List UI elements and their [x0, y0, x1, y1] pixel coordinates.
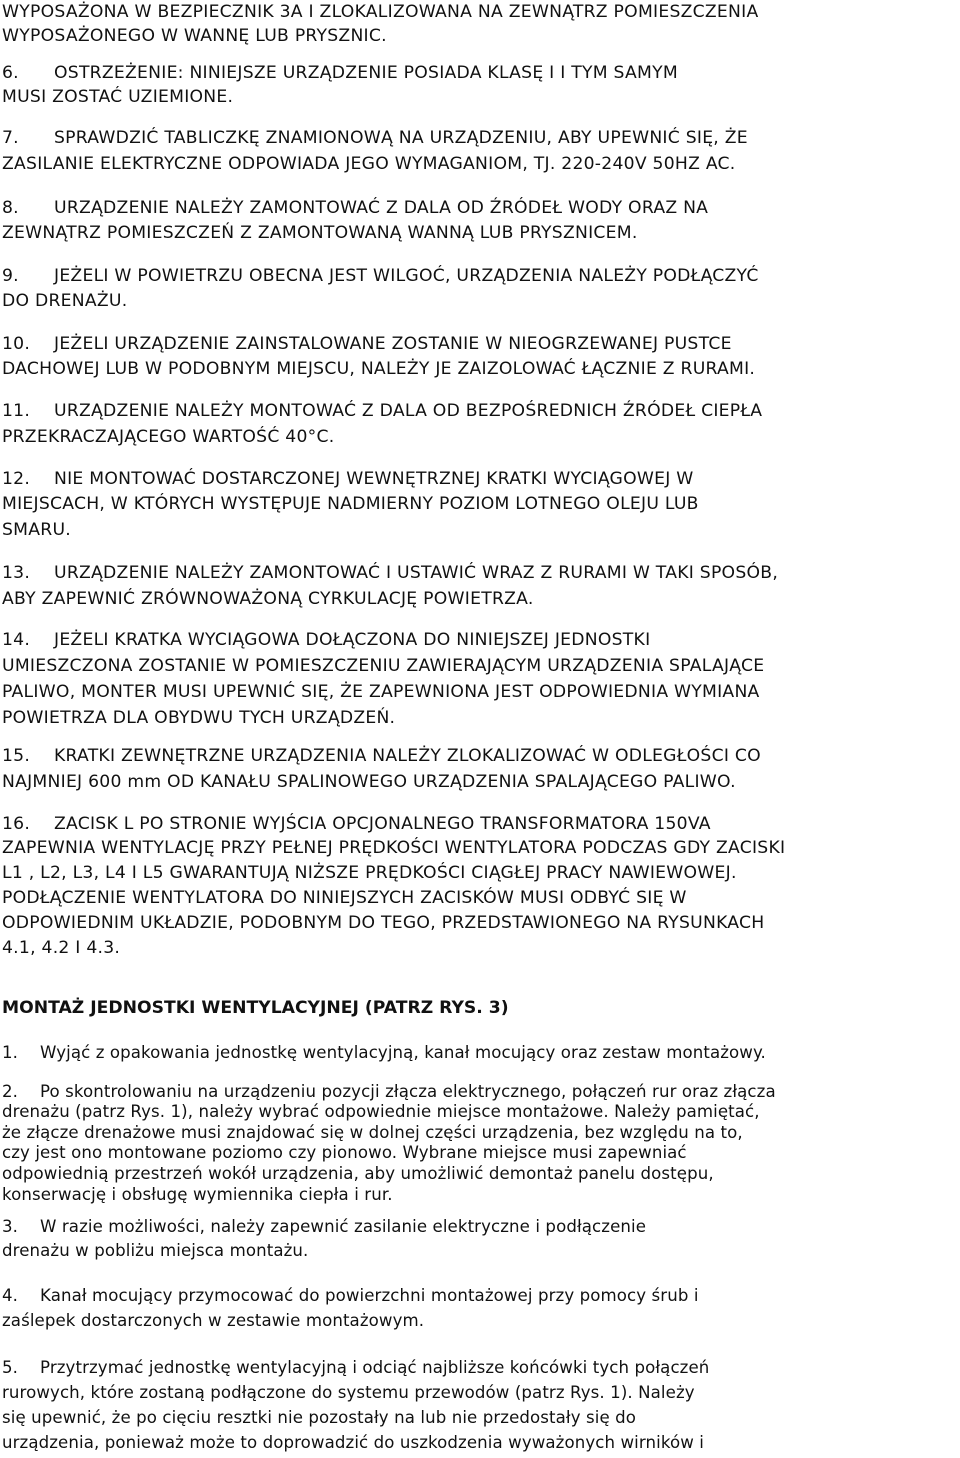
- item-text: PRZEKRACZAJĄCEGO WARTOŚĆ 40°C.: [2, 427, 335, 447]
- item-text: URZĄDZENIE NALEŻY MONTOWAĆ Z DALA OD BEZPOŚREDNICH ŹRÓDEŁ CIEPŁA: [54, 401, 763, 421]
- list-item-10: [2, 332, 732, 356]
- item-text: MUSI ZOSTAĆ UZIEMIONE.: [2, 87, 234, 107]
- item-number: 14.: [2, 630, 31, 650]
- list-item-5: [2, 1356, 709, 1380]
- item-text: NIE MONTOWAĆ DOSTARCZONEJ WEWNĘTRZNEJ KRATKI WYCIĄGOWEJ W: [54, 469, 694, 489]
- item-text: W razie możliwości, należy zapewnić zasilanie elektryczne i podłączenie: [40, 1217, 647, 1236]
- item-text: SMARU.: [2, 520, 71, 540]
- item-text: DO DRENAŻU.: [2, 291, 128, 311]
- section-heading: MONTAŻ JEDNOSTKI WENTYLACYJNEJ (PATRZ RYS. 3): [2, 998, 509, 1018]
- item-text: Wyjąć z opakowania jednostkę wentylacyjną, kanał mocujący oraz zestaw montażowy.: [40, 1043, 766, 1062]
- item-text: ODPOWIEDNIM UKŁADZIE, PODOBNYM DO TEGO, PRZEDSTAWIONEGO NA RYSUNKACH: [2, 913, 765, 933]
- item-number: 12.: [2, 469, 31, 489]
- item-text: konserwację i obsługę wymiennika ciepła i rur.: [2, 1185, 393, 1204]
- list-item-3: [2, 1215, 646, 1239]
- list-item-14: [2, 628, 650, 652]
- item-text: Po skontrolowaniu na urządzeniu pozycji złącza elektrycznego, połączeń rur oraz złącza: [40, 1082, 776, 1101]
- item-text: rurowych, które zostaną podłączone do systemu przewodów (patrz Rys. 1). Należy: [2, 1383, 695, 1402]
- item-text: MIEJSCACH, W KTÓRYCH WYSTĘPUJE NADMIERNY POZIOM LOTNEGO OLEJU LUB: [2, 494, 699, 514]
- item-number: 13.: [2, 563, 31, 583]
- item-number: 2.: [2, 1082, 19, 1101]
- item-text: ABY ZAPEWNIĆ ZRÓWNOWAŻONĄ CYRKULACJĘ POWIETRZA.: [2, 589, 534, 609]
- item-number: 9.: [2, 266, 19, 286]
- item-text: 4.1, 4.2 I 4.3.: [2, 938, 121, 958]
- item-text: Przytrzymać jednostkę wentylacyjną i odciąć najbliższe końcówki tych połączeń: [40, 1358, 710, 1377]
- list-item-16: [2, 812, 711, 836]
- item-text: JEŻELI W POWIETRZU OBECNA JEST WILGOĆ, URZĄDZENIA NALEŻY PODŁĄCZYĆ: [54, 266, 759, 286]
- item-text: NAJMNIEJ 600 mm OD KANAŁU SPALINOWEGO URZĄDZENIA SPALAJĄCEGO PALIWO.: [2, 772, 736, 792]
- list-item-1: [2, 1041, 766, 1065]
- item-number: 5.: [2, 1358, 19, 1377]
- item-number: 11.: [2, 401, 31, 421]
- item-text: OSTRZEŻENIE: NINIEJSZE URZĄDZENIE POSIADA KLASĘ I I TYM SAMYM: [54, 63, 678, 83]
- item-text: DACHOWEJ LUB W PODOBNYM MIEJSCU, NALEŻY JE ZAIZOLOWAĆ ŁĄCZNIE Z RURAMI.: [2, 359, 756, 379]
- item-text: SPRAWDZIĆ TABLICZKĘ ZNAMIONOWĄ NA URZĄDZENIU, ABY UPEWNIĆ SIĘ, ŻE: [54, 128, 748, 148]
- list-item-11: [2, 399, 762, 423]
- item-text: odpowiednią przestrzeń wokół urządzenia, aby umożliwić demontaż panelu dostępu,: [2, 1164, 714, 1183]
- list-item-12: [2, 467, 694, 491]
- item-number: 10.: [2, 334, 31, 354]
- item-number: 3.: [2, 1217, 19, 1236]
- intro-line: WYPOSAŻONA W BEZPIECZNIK 3A I ZLOKALIZOWANA NA ZEWNĄTRZ POMIESZCZENIA: [2, 2, 759, 22]
- item-text: ZEWNĄTRZ POMIESZCZEŃ Z ZAMONTOWANĄ WANNĄ LUB PRYSZNICEM.: [2, 223, 638, 243]
- item-number: 1.: [2, 1043, 19, 1062]
- intro-line: WYPOSAŻONEGO W WANNĘ LUB PRYSZNIC.: [2, 26, 387, 46]
- item-text: UMIESZCZONA ZOSTANIE W POMIESZCZENIU ZAWIERAJĄCYM URZĄDZENIA SPALAJĄCE: [2, 656, 765, 676]
- item-text: się upewnić, że po cięciu resztki nie pozostały na lub nie przedostały się do: [2, 1408, 637, 1427]
- item-text: że złącze drenażowe musi znajdować się w dolnej części urządzenia, bez względu na to,: [2, 1123, 743, 1142]
- list-item-13: [2, 561, 778, 585]
- item-text: ZACISK L PO STRONIE WYJŚCIA OPCJONALNEGO TRANSFORMATORA 150VA: [54, 814, 711, 834]
- item-text: KRATKI ZEWNĘTRZNE URZĄDZENIA NALEŻY ZLOKALIZOWAĆ W ODLEGŁOŚCI CO: [54, 746, 761, 766]
- item-number: 15.: [2, 746, 31, 766]
- item-text: Kanał mocujący przymocować do powierzchni montażowej przy pomocy śrub i: [40, 1286, 699, 1305]
- item-text: drenażu w pobliżu miejsca montażu.: [2, 1241, 309, 1260]
- item-text: zaślepek dostarczonych w zestawie montażowym.: [2, 1311, 425, 1330]
- item-number: 6.: [2, 63, 19, 83]
- item-text: JEŻELI KRATKA WYCIĄGOWA DOŁĄCZONA DO NINIEJSZEJ JEDNOSTKI: [54, 630, 651, 650]
- list-item-7: [2, 126, 748, 150]
- item-text: czy jest ono montowane poziomo czy pionowo. Wybrane miejsce musi zapewniać: [2, 1143, 687, 1162]
- list-item-4: [2, 1284, 699, 1308]
- list-item-15: [2, 744, 761, 768]
- list-item-8: [2, 196, 708, 220]
- item-text: POWIETRZA DLA OBYDWU TYCH URZĄDZEŃ.: [2, 708, 396, 728]
- item-text: PALIWO, MONTER MUSI UPEWNIĆ SIĘ, ŻE ZAPEWNIONA JEST ODPOWIEDNIA WYMIANA: [2, 682, 760, 702]
- item-text: JEŻELI URZĄDZENIE ZAINSTALOWANE ZOSTANIE W NIEOGRZEWANEJ PUSTCE: [54, 334, 732, 354]
- item-text: drenażu (patrz Rys. 1), należy wybrać odpowiednie miejsce montażowe. Należy pamiętać,: [2, 1102, 760, 1121]
- list-item-9: [2, 264, 759, 288]
- item-text: urządzenia, ponieważ może to doprowadzić do uszkodzenia wyważonych wirników i: [2, 1433, 704, 1452]
- item-text: ZASILANIE ELEKTRYCZNE ODPOWIADA JEGO WYMAGANIOM, TJ. 220-240V 50HZ AC.: [2, 154, 736, 174]
- item-text: URZĄDZENIE NALEŻY ZAMONTOWAĆ Z DALA OD ŹRÓDEŁ WODY ORAZ NA: [54, 198, 709, 218]
- item-number: 16.: [2, 814, 31, 834]
- item-text: URZĄDZENIE NALEŻY ZAMONTOWAĆ I USTAWIĆ WRAZ Z RURAMI W TAKI SPOSÓB,: [54, 563, 779, 583]
- item-text: L1 , L2, L3, L4 I L5 GWARANTUJĄ NIŻSZE PRĘDKOŚCI CIĄGŁEJ PRACY NAWIEWOWEJ.: [2, 863, 737, 883]
- item-number: 4.: [2, 1286, 19, 1305]
- item-number: 8.: [2, 198, 19, 218]
- item-text: PODŁĄCZENIE WENTYLATORA DO NINIEJSZYCH ZACISKÓW MUSI ODBYĆ SIĘ W: [2, 888, 687, 908]
- item-text: ZAPEWNIA WENTYLACJĘ PRZY PEŁNEJ PRĘDKOŚCI WENTYLATORA PODCZAS GDY ZACISKI: [2, 838, 786, 858]
- list-item-6: [2, 61, 678, 85]
- item-number: 7.: [2, 128, 19, 148]
